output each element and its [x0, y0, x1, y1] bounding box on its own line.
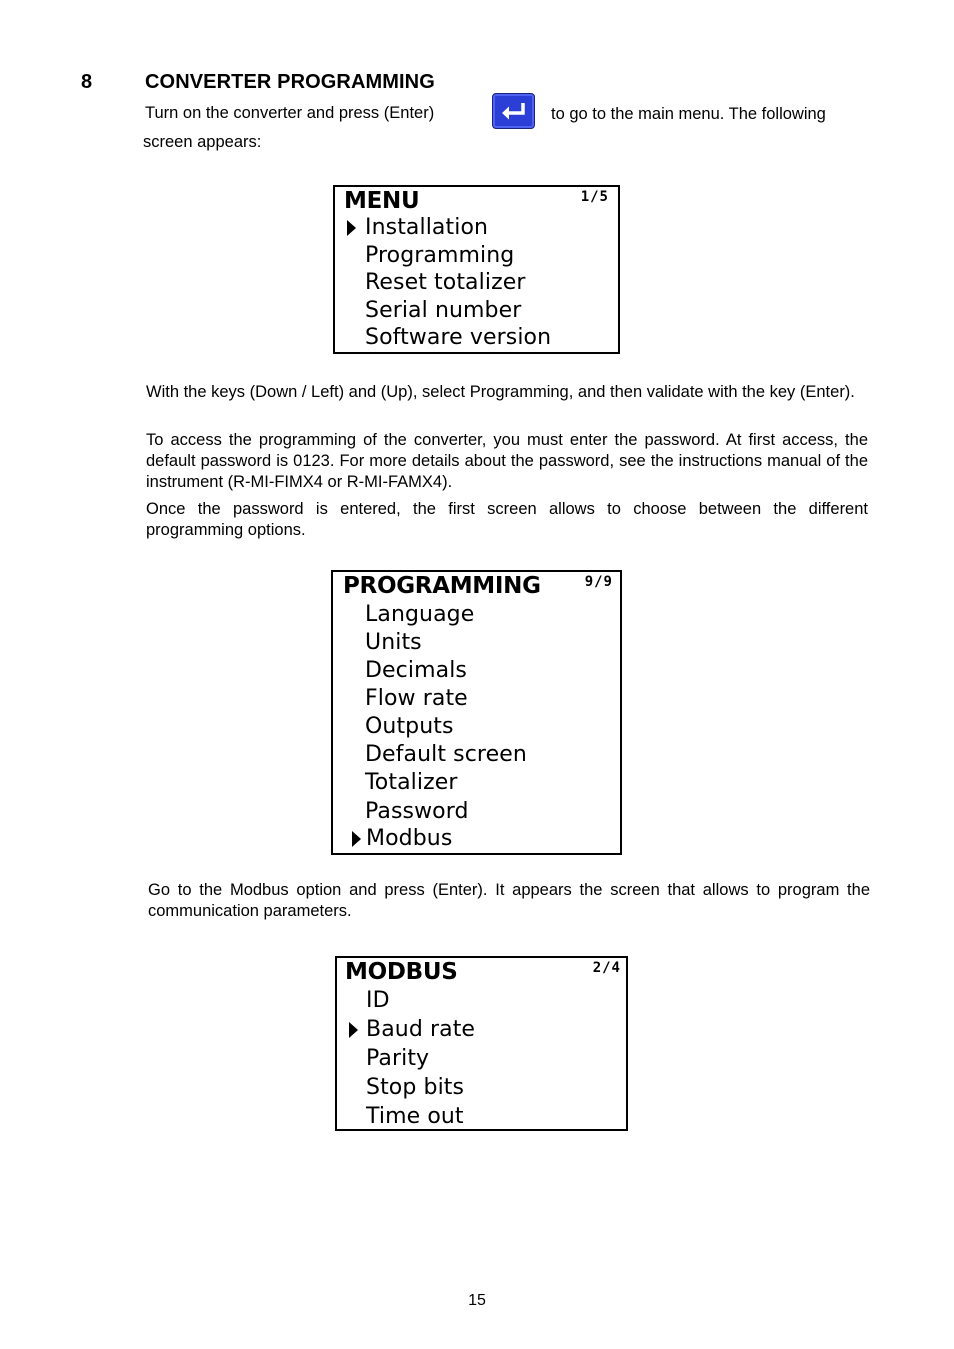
- menu-item: ID: [366, 988, 390, 1013]
- menu-item: Programming: [365, 243, 515, 268]
- enter-arrow-icon: [499, 100, 529, 122]
- menu-lcd-screen: [333, 185, 620, 354]
- enter-key-icon: [492, 93, 535, 129]
- menu-item: Language: [365, 602, 475, 627]
- paragraph-modbus: Go to the Modbus option and press (Enter). It appears the screen that allows to program the communication parameters.: [148, 881, 870, 920]
- lcd-screen-title: MENU: [344, 188, 420, 214]
- section-title: CONVERTER PROGRAMMING: [145, 71, 435, 93]
- selection-cursor-icon: [347, 220, 356, 236]
- menu-item: Default screen: [365, 742, 527, 767]
- menu-item: Installation: [365, 215, 489, 240]
- menu-item: Totalizer: [365, 770, 458, 795]
- menu-item: Password: [365, 799, 469, 824]
- intro-text-1: Turn on the converter and press (Enter): [145, 104, 435, 122]
- selection-cursor-icon: [349, 1022, 358, 1038]
- menu-item: Outputs: [365, 714, 454, 739]
- lcd-screen-title: MODBUS: [345, 959, 458, 985]
- intro-text-3: screen appears:: [143, 133, 262, 151]
- page-number: 15: [468, 1292, 486, 1309]
- menu-item: Flow rate: [365, 686, 468, 711]
- intro-text-2: to go to the main menu. The following: [551, 105, 826, 123]
- section-number: 8: [81, 71, 93, 93]
- lcd-page-indicator: 2/4: [592, 960, 621, 976]
- menu-item: Software version: [365, 325, 552, 350]
- menu-item: Reset totalizer: [365, 270, 526, 295]
- menu-item: Stop bits: [366, 1075, 465, 1100]
- paragraph-select-programming: With the keys (Down / Left) and (Up), select Programming, and then validate with the key (Enter).: [146, 383, 855, 401]
- paragraph-password: To access the programming of the converter, you must enter the password. At first access, the default password is 0123. For more details about the password, see the instructions manual of the instrument (R-MI-FIMX4 or R-MI-FAMX4).: [146, 431, 868, 491]
- lcd-screen-title: PROGRAMMING: [343, 573, 541, 599]
- menu-item: Parity: [366, 1046, 430, 1071]
- modbus-lcd-screen: [335, 956, 628, 1131]
- lcd-page-indicator: 1/5: [580, 189, 609, 205]
- selection-cursor-icon: [352, 831, 361, 847]
- programming-lcd-screen: [331, 570, 622, 855]
- lcd-page-indicator: 9/9: [584, 574, 613, 590]
- paragraph-options: Once the password is entered, the first screen allows to choose between the different programming options.: [146, 500, 868, 539]
- menu-item: Decimals: [365, 658, 467, 683]
- menu-item: Units: [365, 630, 422, 655]
- menu-item: Serial number: [365, 298, 522, 323]
- menu-item: Modbus: [366, 826, 453, 851]
- menu-item: Baud rate: [366, 1017, 476, 1042]
- menu-item: Time out: [366, 1104, 464, 1129]
